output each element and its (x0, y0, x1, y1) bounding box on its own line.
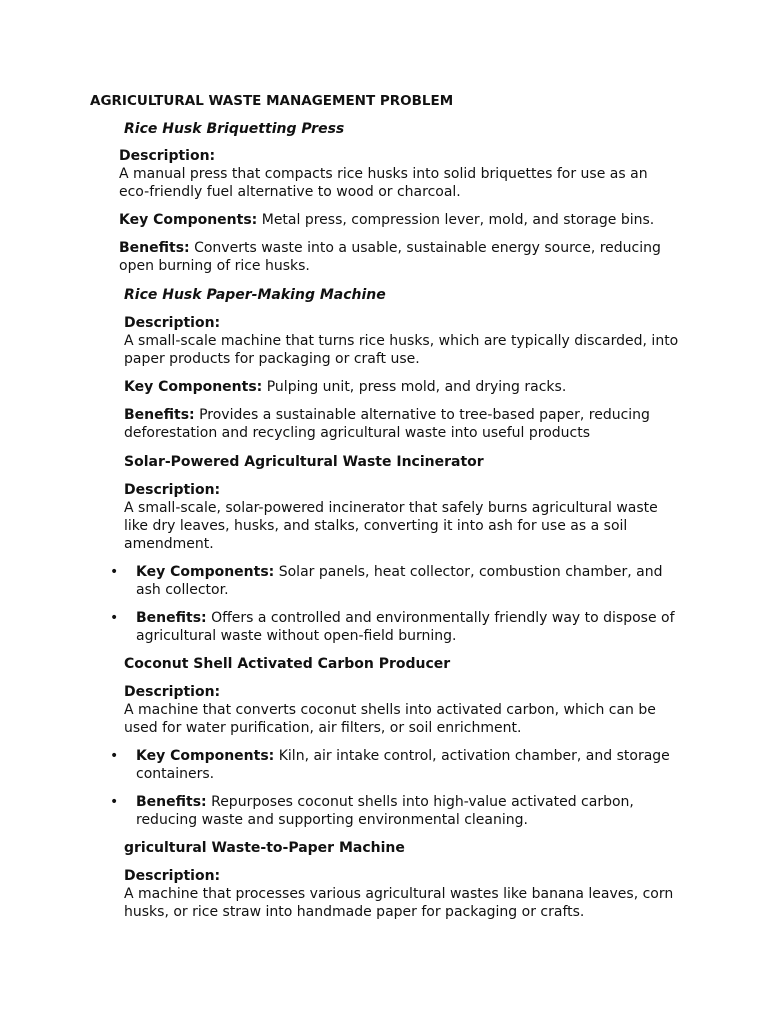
components-text: Solar panels, heat collector, combustion chamber, and ash collector. (136, 564, 663, 598)
bullet-icon: • (110, 610, 119, 626)
section-title: Rice Husk Paper-Making Machine (124, 287, 386, 303)
list-item (110, 609, 684, 645)
section-rice-husk-briquetting-press (119, 120, 679, 285)
description-text: A machine that converts coconut shells into activated carbon, which can be used for water purification, air filters, or soil enrichment. (124, 702, 656, 736)
section-waste-to-paper-machine (124, 839, 684, 931)
list-item (110, 793, 684, 829)
components-label: Key Components: (136, 748, 275, 764)
section-bullet-list (110, 563, 684, 645)
components-label: Key Components: (136, 564, 275, 580)
description-paragraph (124, 481, 684, 553)
description-text: A manual press that compacts rice husks into solid briquettes for use as an eco-friendly fuel alternative to wood or charcoal. (119, 166, 648, 200)
components-paragraph (119, 211, 679, 229)
section-rice-husk-paper-making-machine (124, 286, 684, 452)
section-title: gricultural Waste-to-Paper Machine (124, 840, 405, 856)
benefits-paragraph (119, 239, 679, 275)
benefits-text: Offers a controlled and environmentally friendly way to dispose of agricultural waste without open-field burning. (136, 610, 675, 644)
list-item (110, 747, 684, 783)
components-label: Key Components: (124, 379, 263, 395)
benefits-label: Benefits: (124, 407, 195, 423)
benefits-text: Converts waste into a usable, sustainable energy source, reducing open burning of rice husks. (119, 240, 661, 274)
description-label: Description: (124, 482, 221, 498)
section-bullet-list (110, 747, 684, 829)
description-label: Description: (124, 684, 221, 700)
description-label: Description: (124, 315, 221, 331)
components-paragraph (124, 378, 684, 396)
components-text: Metal press, compression lever, mold, and storage bins. (261, 212, 655, 228)
benefits-text: Repurposes coconut shells into high-value activated carbon, reducing waste and supporting environmental cleaning. (136, 794, 634, 828)
description-label: Description: (124, 868, 221, 884)
components-text: Pulping unit, press mold, and drying racks. (266, 379, 567, 395)
components-text: Kiln, air intake control, activation chamber, and storage containers. (136, 748, 670, 782)
list-item (110, 563, 684, 599)
section-title: Rice Husk Briquetting Press (124, 121, 345, 137)
benefits-label: Benefits: (119, 240, 190, 256)
description-label: Description: (119, 148, 216, 164)
document-title: AGRICULTURAL WASTE MANAGEMENT PROBLEM (90, 93, 454, 109)
description-text: A small-scale machine that turns rice husks, which are typically discarded, into paper products for packaging or craft use. (124, 333, 679, 367)
description-text: A machine that processes various agricultural wastes like banana leaves, corn husks, or rice straw into handmade paper for packaging or crafts. (124, 886, 674, 920)
components-label: Key Components: (119, 212, 258, 228)
benefits-paragraph (124, 406, 684, 442)
section-coconut-shell-carbon-producer (110, 655, 684, 839)
description-paragraph (119, 147, 679, 201)
section-solar-powered-incinerator (110, 453, 684, 655)
description-text: A small-scale, solar-powered incinerator that safely burns agricultural waste like dry leaves, husks, and stalks, converting it into ash for use as a soil amendment. (124, 500, 658, 552)
benefits-label: Benefits: (136, 794, 207, 810)
description-paragraph (124, 683, 684, 737)
bullet-icon: • (110, 748, 119, 764)
description-paragraph (124, 867, 684, 921)
benefits-text: Provides a sustainable alternative to tree-based paper, reducing deforestation and recycling agricultural waste into useful products (124, 407, 650, 441)
benefits-label: Benefits: (136, 610, 207, 626)
section-title: Coconut Shell Activated Carbon Producer (124, 656, 451, 672)
description-paragraph (124, 314, 684, 368)
bullet-icon: • (110, 564, 119, 580)
section-title: Solar-Powered Agricultural Waste Incinerator (124, 454, 484, 470)
bullet-icon: • (110, 794, 119, 810)
